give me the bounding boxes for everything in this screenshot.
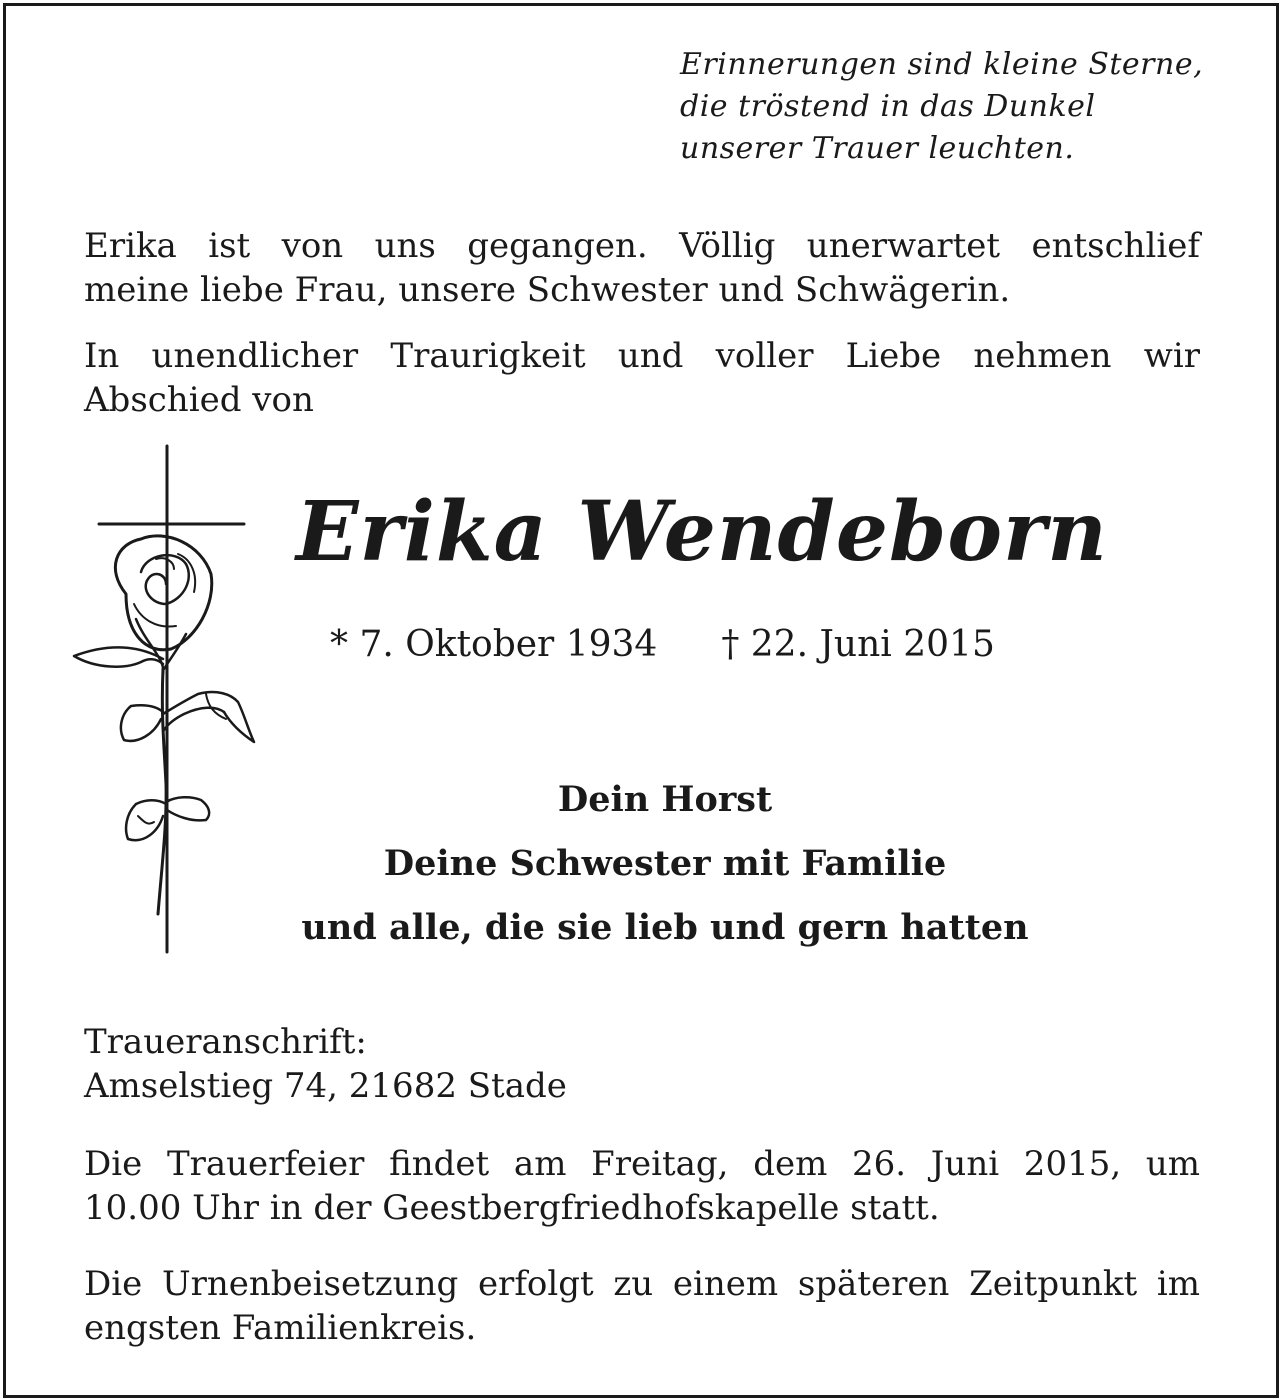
life-dates [330,622,995,668]
birth-date: * 7. Oktober 1934 [330,624,658,665]
death-date: † 22. Juni 2015 [721,624,995,665]
mourner-line: Deine Schwester mit Familie [383,843,947,884]
address-line: Amselstieg 74, 21682 Stade [84,1066,567,1106]
mourner-line: Dein Horst [557,779,773,820]
text-line: Die Urnenbeisetzung erfolgt zu einem späteren Zeitpunkt im [84,1264,1200,1304]
text-line: Die Trauerfeier findet am Freitag, dem 26. Juni 2015, um [84,1144,1200,1184]
text-line: In unendlicher Traurigkeit und voller Liebe nehmen wir [84,336,1200,376]
deceased-name: Erika Wendeborn [296,484,1108,580]
funeral-service-info [84,1142,1200,1230]
quote-line: die tröstend in das Dunkel [680,89,1096,124]
memorial-quote [680,44,1240,170]
mourners-list [300,768,1030,960]
text-line: 10.00 Uhr in der Geestbergfriedhofskapelle statt. [84,1188,940,1228]
text-line: meine liebe Frau, unsere Schwester und Schwägerin. [84,270,1011,310]
intro-paragraph-2 [84,334,1200,422]
address-label: Traueranschrift: [84,1022,367,1062]
mourner-line: und alle, die sie lieb und gern hatten [301,907,1029,948]
text-line: engsten Familienkreis. [84,1308,477,1348]
quote-line: Erinnerungen sind kleine Sterne, [680,47,1204,82]
text-line: Erika ist von uns gegangen. Völlig unerwartet entschlief [84,226,1200,266]
mourning-address [84,1020,1200,1108]
burial-info [84,1262,1200,1350]
text-line: Abschied von [84,380,314,420]
cross-with-rose-icon [66,444,266,956]
intro-paragraph-1 [84,224,1200,312]
quote-line: unserer Trauer leuchten. [680,131,1075,166]
